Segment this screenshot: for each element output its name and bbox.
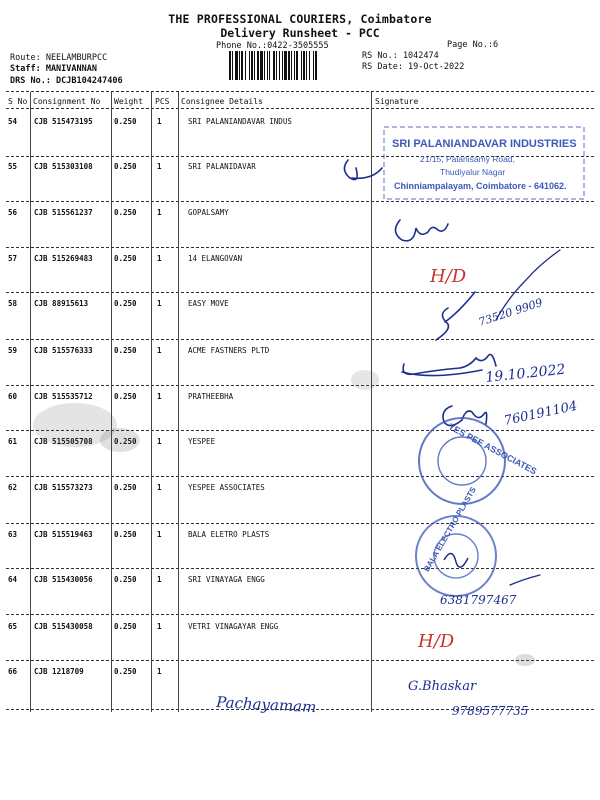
date-note-59: 19.10.2022 bbox=[484, 361, 567, 386]
document-title: THE PROFESSIONAL COURIERS, Coimbatore bbox=[168, 12, 432, 26]
row-consignee: YESPEE ASSOCIATES bbox=[188, 483, 265, 492]
row-separator bbox=[6, 339, 594, 340]
table-row bbox=[0, 156, 600, 200]
row-consignment-no: CJB 515269483 bbox=[34, 254, 93, 263]
table-row bbox=[0, 293, 600, 337]
row-consignment-no: CJB 515576333 bbox=[34, 346, 93, 355]
row-consignee: BALA ELETRO PLASTS bbox=[188, 530, 270, 539]
col-header-weight: Weight bbox=[114, 97, 143, 106]
htd-note-65: H/D bbox=[418, 631, 455, 652]
col-header-sno: S No bbox=[8, 97, 28, 106]
row-weight: 0.250 bbox=[114, 208, 137, 217]
row-pcs: 1 bbox=[157, 117, 162, 126]
phone-note-58: 73520 9909 bbox=[476, 295, 545, 329]
row-consignment-no: CJB 515535712 bbox=[34, 392, 93, 401]
stamp-address-line2: Thudiyalur Nagar bbox=[440, 167, 506, 177]
phone-note-60: 760191104 bbox=[502, 398, 579, 429]
row-pcs: 1 bbox=[157, 483, 162, 492]
name-note-66: Pachayamam bbox=[215, 693, 317, 717]
row-sno: 66 bbox=[8, 667, 18, 676]
table-row bbox=[0, 616, 600, 660]
row-consignee: 14 ELANGOVAN bbox=[188, 254, 243, 263]
row-sno: 57 bbox=[8, 254, 18, 263]
stamp-round-text: YES PEE ASSOCIATES bbox=[446, 421, 539, 477]
row-weight: 0.250 bbox=[114, 299, 137, 308]
col-header-signature: Signature bbox=[375, 97, 419, 106]
row-consignment-no: CJB 515430058 bbox=[34, 622, 93, 631]
row-consignee: PRATHEEBHA bbox=[188, 392, 234, 401]
row-weight: 0.250 bbox=[114, 346, 137, 355]
row-consignment-no: CJB 515303108 bbox=[34, 162, 93, 171]
header-top-rule bbox=[6, 91, 594, 92]
row-pcs: 1 bbox=[157, 437, 162, 446]
row-consignment-no: CJB 515573273 bbox=[34, 483, 93, 492]
htd-note-57: H/D bbox=[430, 266, 467, 287]
table-row bbox=[0, 248, 600, 292]
row-separator bbox=[6, 568, 594, 569]
route-label: Route: NEELAMBURPCC bbox=[10, 53, 108, 63]
drs-number: DRS No.: DCJB104247406 bbox=[10, 76, 123, 86]
row-separator bbox=[6, 709, 594, 710]
table-row bbox=[0, 202, 600, 246]
row-separator bbox=[6, 156, 594, 157]
row-weight: 0.250 bbox=[114, 254, 137, 263]
table-row bbox=[0, 386, 600, 430]
table-row bbox=[0, 111, 600, 155]
col-header-pcs: PCS bbox=[155, 97, 170, 106]
row-sno: 59 bbox=[8, 346, 18, 355]
table-row bbox=[0, 340, 600, 384]
phone-note-66: 9789577735 bbox=[452, 704, 529, 718]
table-row bbox=[0, 569, 600, 613]
row-sno: 65 bbox=[8, 622, 18, 631]
staff-label: Staff: MANIVANNAN bbox=[10, 64, 97, 74]
row-consignment-no: CJB 515430056 bbox=[34, 575, 93, 584]
table-row bbox=[0, 661, 600, 705]
row-weight: 0.250 bbox=[114, 162, 137, 171]
row-weight: 0.250 bbox=[114, 392, 137, 401]
row-sno: 56 bbox=[8, 208, 18, 217]
col-header-consignment: Consignment No bbox=[33, 97, 101, 106]
row-sno: 58 bbox=[8, 299, 18, 308]
row-separator bbox=[6, 614, 594, 615]
row-consignee: YESPEE bbox=[188, 437, 216, 446]
stamp-round-text: BALA ELECTRO PLASTS bbox=[422, 485, 478, 574]
row-sno: 55 bbox=[8, 162, 18, 171]
row-consignment-no: CJB 88915613 bbox=[34, 299, 89, 308]
row-separator bbox=[6, 247, 594, 248]
stamp-address-line3: Chinniampalayam, Coimbatore - 641062. bbox=[394, 181, 567, 191]
document-subtitle: Delivery Runsheet - PCC bbox=[220, 26, 380, 40]
header-bottom-rule bbox=[6, 108, 594, 109]
row-pcs: 1 bbox=[157, 622, 162, 631]
row-sno: 60 bbox=[8, 392, 18, 401]
row-separator bbox=[6, 523, 594, 524]
phone-number: Phone No.:0422-3505555 bbox=[216, 41, 329, 51]
row-pcs: 1 bbox=[157, 254, 162, 263]
name-note-66b: G.Bhaskar bbox=[408, 679, 477, 694]
row-sno: 62 bbox=[8, 483, 18, 492]
row-consignee: VETRI VINAGAYAR ENGG bbox=[188, 622, 279, 631]
row-pcs: 1 bbox=[157, 208, 162, 217]
row-sno: 63 bbox=[8, 530, 18, 539]
table-row bbox=[0, 477, 600, 521]
row-consignment-no: CJB 1218709 bbox=[34, 667, 84, 676]
row-sno: 61 bbox=[8, 437, 18, 446]
row-weight: 0.250 bbox=[114, 117, 137, 126]
row-sno: 54 bbox=[8, 117, 18, 126]
row-consignee: EASY MOVE bbox=[188, 299, 229, 308]
stamp-company-name: SRI PALANIANDAVAR INDUSTRIES bbox=[392, 138, 577, 150]
row-separator bbox=[6, 476, 594, 477]
rs-number: RS No.: 1042474 bbox=[362, 51, 439, 61]
row-weight: 0.250 bbox=[114, 483, 137, 492]
row-consignee: SRI PALANIDAVAR bbox=[188, 162, 256, 171]
row-consignee: SRI VINAYAGA ENGG bbox=[188, 575, 265, 584]
row-pcs: 1 bbox=[157, 299, 162, 308]
row-separator bbox=[6, 430, 594, 431]
row-weight: 0.250 bbox=[114, 437, 137, 446]
row-separator bbox=[6, 292, 594, 293]
row-pcs: 1 bbox=[157, 392, 162, 401]
stamp-address-line1: 21/15, Palanisamy Road, bbox=[420, 154, 515, 164]
row-weight: 0.250 bbox=[114, 667, 137, 676]
row-weight: 0.250 bbox=[114, 622, 137, 631]
row-consignment-no: CJB 515505708 bbox=[34, 437, 93, 446]
row-consignment-no: CJB 515519463 bbox=[34, 530, 93, 539]
table-row bbox=[0, 524, 600, 568]
row-consignee: ACME FASTNERS PLTD bbox=[188, 346, 270, 355]
row-separator bbox=[6, 660, 594, 661]
row-pcs: 1 bbox=[157, 667, 162, 676]
row-consignee: SRI PALANIANDAVAR INDUS bbox=[188, 117, 292, 126]
barcode-image bbox=[229, 51, 353, 80]
row-pcs: 1 bbox=[157, 530, 162, 539]
table-row bbox=[0, 431, 600, 475]
row-consignment-no: CJB 515473195 bbox=[34, 117, 93, 126]
row-pcs: 1 bbox=[157, 346, 162, 355]
row-weight: 0.250 bbox=[114, 530, 137, 539]
row-pcs: 1 bbox=[157, 162, 162, 171]
rs-date: RS Date: 19-Oct-2022 bbox=[362, 62, 465, 72]
col-header-consignee: Consignee Details bbox=[181, 97, 263, 106]
row-consignment-no: CJB 515561237 bbox=[34, 208, 93, 217]
row-sno: 64 bbox=[8, 575, 18, 584]
row-consignee: GOPALSAMY bbox=[188, 208, 229, 217]
row-separator bbox=[6, 385, 594, 386]
row-weight: 0.250 bbox=[114, 575, 137, 584]
row-separator bbox=[6, 201, 594, 202]
row-pcs: 1 bbox=[157, 575, 162, 584]
page-number: Page No.:6 bbox=[447, 40, 499, 50]
phone-note-64: 6381797467 bbox=[440, 593, 517, 607]
